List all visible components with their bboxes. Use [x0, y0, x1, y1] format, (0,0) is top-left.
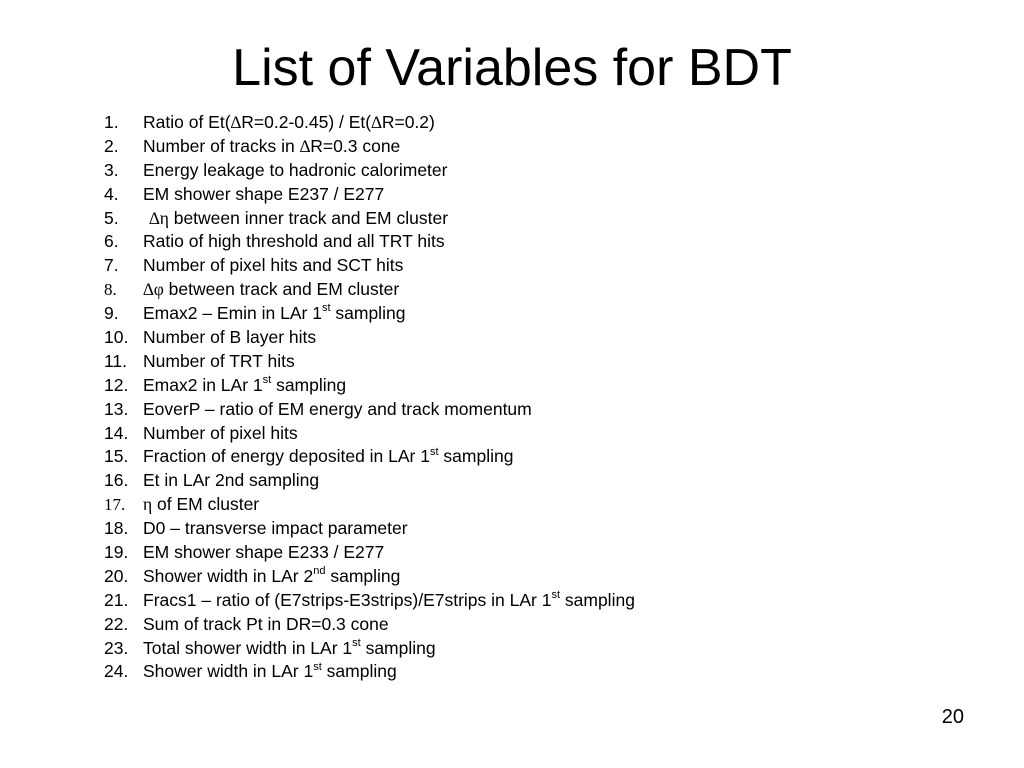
variable-text [143, 638, 436, 659]
greek-symbol: ∆ [230, 112, 242, 132]
variable-item [104, 112, 964, 136]
variable-item [104, 494, 964, 518]
superscript: st [313, 660, 322, 673]
variable-number: 7. [104, 255, 119, 276]
text-fragment: sampling [271, 374, 347, 395]
variable-number: 17. [104, 495, 126, 515]
text-fragment: R=0.3 cone [310, 135, 401, 156]
variable-number: 11. [104, 350, 128, 371]
greek-symbol: ∆φ [143, 279, 164, 300]
variable-text [143, 470, 319, 491]
variable-number: 8. [104, 280, 117, 300]
text-fragment: Shower width in LAr 2 [143, 565, 314, 586]
variable-text [143, 494, 259, 515]
variable-number: 19. [104, 542, 129, 563]
text-fragment: Sum of track Pt in DR=0.3 cone [143, 613, 389, 634]
text-fragment: of EM cluster [152, 494, 260, 515]
variable-number: 13. [104, 398, 129, 419]
variable-number: 4. [104, 183, 119, 204]
variable-text [143, 614, 389, 635]
text-fragment: between track and EM cluster [163, 279, 400, 300]
superscript: st [352, 636, 361, 649]
variable-text [143, 160, 447, 181]
variable-text [143, 279, 399, 300]
variable-number: 6. [104, 231, 119, 252]
variable-item [104, 279, 964, 303]
variable-number: 5. [104, 207, 119, 228]
variable-list [104, 112, 964, 685]
variable-item [104, 661, 964, 685]
variable-text [143, 351, 295, 372]
text-fragment: sampling [438, 446, 514, 467]
variable-item [104, 423, 964, 447]
variable-item [104, 470, 964, 494]
text-fragment: Total shower width in LAr 1 [143, 637, 353, 658]
variable-item [104, 614, 964, 638]
text-fragment: sampling [560, 589, 635, 610]
text-fragment: EM shower shape E237 / E277 [143, 183, 385, 204]
variable-item [104, 255, 964, 279]
variable-number: 12. [104, 374, 129, 395]
variable-text [143, 399, 532, 420]
superscript: st [262, 373, 272, 386]
text-fragment: Ratio of high threshold and all TRT hits [143, 231, 445, 252]
variable-text [143, 375, 346, 396]
superscript: st [551, 588, 561, 601]
variable-text [143, 518, 408, 539]
variable-number: 20. [104, 565, 129, 586]
variable-item [104, 136, 964, 160]
superscript: st [429, 445, 439, 458]
variable-item [104, 327, 964, 351]
superscript: st [321, 302, 331, 315]
text-fragment: R=0.2-0.45) / Et( [241, 112, 372, 132]
variable-item [104, 231, 964, 255]
superscript: nd [313, 565, 326, 578]
variable-text [143, 184, 384, 205]
variable-item [104, 590, 964, 614]
variable-item [104, 208, 964, 232]
slide-title: List of Variables for BDT [232, 39, 792, 97]
text-fragment: Shower width in LAr 1 [143, 661, 314, 682]
variable-item [104, 518, 964, 542]
variable-number: 14. [104, 422, 129, 443]
text-fragment: Number of B layer hits [143, 327, 317, 348]
text-fragment: Fracs1 – ratio of (E7strips-E3strips)/E7strips in LAr 1 [143, 589, 552, 610]
variable-number: 21. [104, 589, 129, 610]
variable-text [143, 542, 384, 563]
variable-text [143, 423, 298, 444]
greek-symbol: ∆η [149, 207, 169, 228]
text-fragment: Emax2 – Emin in LAr 1 [143, 303, 322, 324]
variable-item [104, 399, 964, 423]
text-fragment: EM shower shape E233 / E277 [143, 542, 385, 563]
variable-text [143, 208, 448, 229]
slide-number: 20 [941, 706, 964, 728]
variable-text [143, 112, 435, 133]
variable-number: 1. [104, 112, 119, 132]
variable-number: 10. [104, 327, 129, 348]
variable-text [143, 231, 445, 252]
text-fragment: Energy leakage to hadronic calorimeter [143, 159, 448, 180]
variable-text [143, 446, 513, 467]
text-fragment: EoverP – ratio of EM energy and track momentum [143, 398, 532, 419]
text-fragment: Number of pixel hits [143, 422, 298, 443]
variable-number: 16. [104, 470, 129, 491]
variable-number: 2. [104, 135, 119, 156]
variable-item [104, 566, 964, 590]
variable-text [143, 590, 635, 611]
text-fragment: Et in LAr 2nd sampling [143, 470, 320, 491]
variable-item [104, 375, 964, 399]
variable-text [143, 327, 316, 348]
variable-number: 3. [104, 159, 119, 180]
text-fragment: Fraction of energy deposited in LAr 1 [143, 446, 430, 467]
text-fragment: sampling [360, 637, 436, 658]
variable-item [104, 160, 964, 184]
variable-text [143, 661, 397, 682]
variable-text [143, 566, 400, 587]
variable-text [143, 136, 400, 157]
text-fragment: Number of pixel hits and SCT hits [143, 255, 404, 276]
variable-number: 18. [104, 518, 129, 539]
text-fragment: D0 – transverse impact parameter [143, 518, 408, 539]
variable-item [104, 351, 964, 375]
text-fragment: Emax2 in LAr 1 [143, 374, 263, 395]
greek-symbol: η [143, 494, 153, 515]
variable-number: 24. [104, 661, 129, 682]
variable-item [104, 303, 964, 327]
variable-number: 22. [104, 613, 129, 634]
variable-text [143, 255, 403, 276]
text-fragment: Number of TRT hits [143, 350, 295, 371]
variable-item [104, 638, 964, 662]
variable-item [104, 542, 964, 566]
text-fragment: sampling [330, 303, 406, 324]
variable-number: 9. [104, 303, 119, 324]
text-fragment: R=0.2) [381, 112, 435, 132]
text-fragment: Number of tracks in [143, 135, 300, 156]
text-fragment: between inner track and EM cluster [168, 207, 449, 228]
variable-item [104, 184, 964, 208]
text-fragment: Ratio of Et( [143, 112, 231, 132]
variable-number: 23. [104, 637, 129, 658]
text-fragment: sampling [321, 661, 397, 682]
text-fragment: sampling [325, 565, 401, 586]
greek-symbol: ∆ [299, 135, 311, 156]
variable-number: 15. [104, 446, 129, 467]
greek-symbol: ∆ [371, 112, 382, 132]
variable-item [104, 446, 964, 470]
variable-text [143, 303, 405, 324]
